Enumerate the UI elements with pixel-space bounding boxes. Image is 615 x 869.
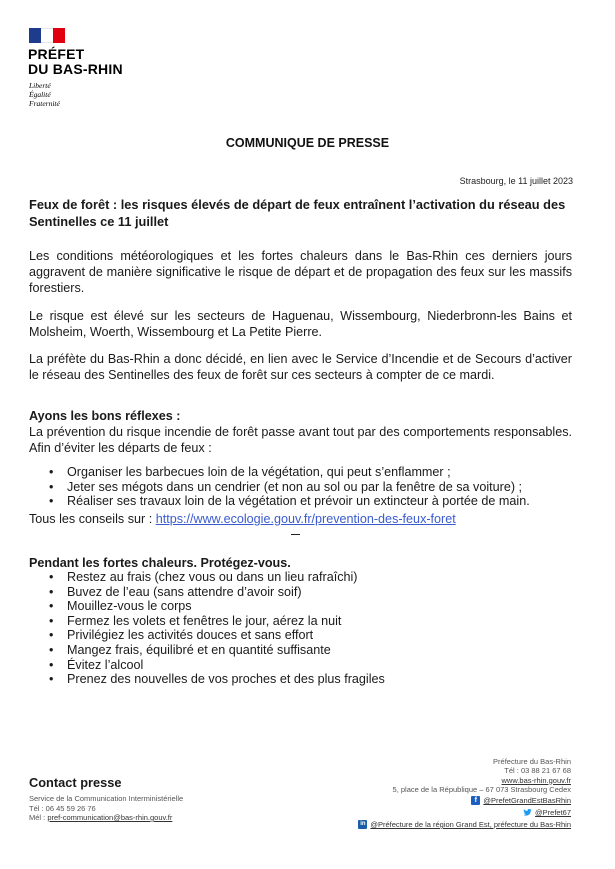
list-item-text: Restez au frais (chez vous ou dans un lieu rafraîchi)	[67, 570, 358, 584]
list-item-text: Mangez frais, équilibré et en quantité suffisante	[67, 642, 331, 657]
bullet-icon: •	[49, 479, 54, 494]
list-item-text: Privilégiez les activités douces et sans effort	[67, 628, 314, 643]
list-item-text: Évitez l’alcool	[67, 657, 144, 672]
contact-phone: Tél : 06 45 59 26 76	[29, 803, 96, 813]
list-item	[47, 585, 385, 600]
bullet-icon: •	[49, 599, 54, 614]
advice-prefix: Tous les conseils sur :	[29, 512, 156, 526]
separator-dash	[291, 534, 300, 535]
paragraph-sectors: Le risque est élevé sur les secteurs de Haguenau, Wissembourg, Niederbronn-les Bains et Molsheim, Woerth, Wissembourg et La Petite Pierre.	[29, 309, 572, 339]
bullet-icon: •	[49, 628, 54, 643]
twitter-handle: @Prefet67	[535, 808, 571, 817]
paragraph-conditions: Les conditions météorologiques et les fortes chaleurs dans le Bas-Rhin ces derniers jours aggravent de manière significative le risque de départ et de propagation des feux sur les massifs forestiers.	[29, 249, 572, 295]
paragraph-decision: La préfète du Bas-Rhin a donc décidé, en lien avec le Service d’Incendie et de Secours d’activer le réseau des Sentinelles des feux de forêt sur ces secteurs à compter de ce mardi.	[29, 352, 572, 382]
prefect-line-1: PRÉFET	[28, 46, 85, 62]
list-item	[47, 599, 385, 614]
prefecture-name: Préfecture du Bas-Rhin	[493, 757, 571, 766]
reflexes-intro: La prévention du risque incendie de forêt passe avant tout par des comportements responsables. Afin d’éviter les départs de feux :	[29, 425, 572, 455]
contact-title: Contact presse	[29, 775, 122, 790]
reflexes-title: Ayons les bons réflexes :	[29, 409, 181, 423]
advice-link[interactable]: https://www.ecologie.gouv.fr/prevention-des-feux-foret	[155, 512, 456, 526]
bullet-icon: •	[49, 584, 54, 599]
list-item	[47, 480, 572, 495]
linkedin-handle: @Préfecture de la région Grand Est, préfecture du Bas-Rhin	[370, 820, 571, 829]
list-item-text: Fermez les volets et fenêtres le jour, aérez la nuit	[67, 613, 342, 628]
flag-red-band	[53, 28, 65, 43]
twitter-link[interactable]	[523, 808, 571, 817]
flag-white-band	[41, 28, 53, 43]
motto-liberte: Liberté	[29, 81, 51, 90]
twitter-icon	[523, 808, 532, 817]
facebook-link[interactable]	[471, 796, 571, 805]
prefect-line-2: DU BAS-RHIN	[28, 61, 123, 77]
list-item-text: Prenez des nouvelles de vos proches et des plus fragiles	[67, 672, 385, 687]
french-flag-logo	[29, 28, 65, 43]
list-item	[47, 465, 572, 480]
list-item-text: Organiser les barbecues loin de la végétation, qui peut s’enflammer ;	[67, 465, 451, 479]
contact-details	[29, 794, 183, 823]
facebook-handle: @PrefetGrandEstBasRhin	[483, 796, 571, 805]
bullet-icon: •	[49, 465, 54, 479]
press-release-subject: Feux de forêt : les risques élevés de départ de feux entraînent l’activation du réseau des Sentinelles ce 11 juillet	[29, 197, 566, 229]
contact-mail-line	[29, 813, 183, 823]
bullet-icon: •	[49, 570, 54, 584]
bullet-icon: •	[49, 672, 54, 687]
advice-line	[29, 512, 456, 527]
list-item	[47, 672, 385, 687]
contact-service: Service de la Communication Interministérielle	[29, 794, 184, 803]
list-item	[47, 494, 572, 509]
republic-motto	[29, 81, 60, 108]
list-item	[47, 614, 385, 629]
date-line: Strasbourg, le 11 juillet 2023	[459, 176, 573, 186]
linkedin-link[interactable]	[358, 820, 571, 829]
bullet-icon: •	[49, 642, 54, 657]
facebook-icon: f	[471, 796, 480, 805]
linkedin-icon: in	[360, 821, 366, 827]
list-item-text: Jeter ses mégots dans un cendrier (et non au sol ou par la fenêtre de sa voiture) ;	[67, 479, 523, 494]
reflexes-list	[47, 465, 572, 509]
list-item	[47, 570, 385, 585]
bullet-icon: •	[49, 494, 54, 509]
list-item	[47, 658, 385, 673]
prefecture-info	[493, 757, 571, 785]
document-title: COMMUNIQUE DE PRESSE	[225, 136, 390, 150]
motto-fraternite: Fraternité	[29, 99, 60, 108]
bullet-icon: •	[49, 657, 54, 672]
heat-title: Pendant les fortes chaleurs. Protégez-vous.	[29, 556, 291, 570]
bullet-icon: •	[49, 613, 54, 628]
motto-egalite: Égalité	[29, 90, 51, 99]
list-item-text: Buvez de l’eau (sans attendre d’avoir soif)	[67, 584, 302, 599]
heat-list	[47, 570, 385, 687]
contact-mail-link[interactable]: pref-communication@bas-rhin.gouv.fr	[47, 813, 173, 822]
prefecture-phone: Tél : 03 88 21 67 68	[504, 766, 571, 776]
twitter-bird-shape	[523, 808, 532, 817]
list-item	[47, 643, 385, 658]
list-item-text: Réaliser ses travaux loin de la végétation et prévoir un extincteur à portée de main.	[67, 494, 530, 509]
prefect-title	[28, 47, 123, 77]
list-item	[47, 628, 385, 643]
flag-blue-band	[29, 28, 41, 43]
prefecture-website-link[interactable]: www.bas-rhin.gouv.fr	[501, 775, 571, 785]
prefecture-address: 5, place de la République – 67 073 Strasbourg Cedex	[392, 785, 571, 794]
list-item-text: Mouillez-vous le corps	[67, 599, 192, 614]
contact-mail-label: Mél :	[29, 813, 48, 822]
